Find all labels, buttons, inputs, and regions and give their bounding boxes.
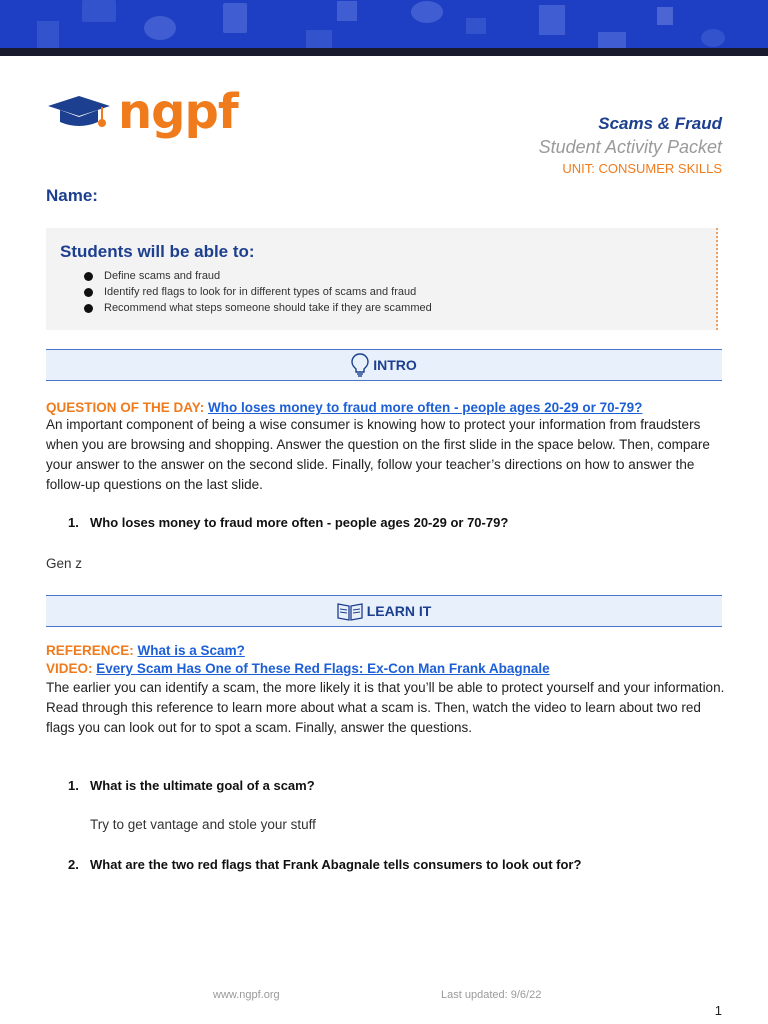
objective-item: Identify red flags to look for in different types of scams and fraud	[84, 284, 702, 300]
learn-it-question-2	[68, 857, 728, 872]
logo-text: ngpf	[118, 84, 238, 140]
open-book-icon	[337, 601, 363, 621]
calculator-icon	[336, 0, 358, 22]
document-icon	[36, 20, 60, 50]
reference-line	[46, 641, 726, 661]
footer-website: www.ngpf.org	[213, 989, 280, 1001]
objectives-list	[60, 268, 702, 316]
reference-link[interactable]: What is a Scam?	[137, 643, 245, 658]
qotd-prefix: QUESTION OF THE DAY:	[46, 400, 205, 415]
video-prefix: VIDEO:	[46, 661, 93, 676]
learn-it-section-header	[46, 595, 722, 627]
question-number: 1.	[68, 515, 79, 530]
name-field-label: Name:	[46, 186, 98, 205]
objective-item: Recommend what steps someone should take if they are scammed	[84, 300, 702, 316]
piggy-bank-icon-2	[410, 0, 444, 24]
intro-question-1	[68, 515, 728, 530]
footer-last-updated: Last updated: 9/6/22	[441, 989, 542, 1001]
document-heading	[539, 114, 722, 176]
intro-section-label: INTRO	[373, 357, 417, 373]
objectives-box	[46, 228, 718, 330]
qotd-link[interactable]: Who loses money to fraud more often - people ages 20-29 or 70-79?	[208, 400, 643, 415]
learn-it-section-label: LEARN IT	[366, 603, 432, 619]
learn-it-question-1	[68, 778, 728, 793]
intro-answer-1[interactable]: Gen z	[46, 556, 83, 571]
ngpf-logo	[46, 84, 238, 140]
folder-icon	[306, 30, 332, 48]
lightbulb-icon	[351, 353, 369, 377]
calculator-icon-3	[656, 6, 674, 26]
document-title: Scams & Fraud	[598, 114, 722, 133]
wallet-icon-2	[466, 18, 486, 34]
objective-item: Define scams and fraud	[84, 268, 702, 284]
question-text: Who loses money to fraud more often - people ages 20-29 or 70-79?	[90, 515, 509, 530]
page-number: 1	[714, 1003, 722, 1018]
document-subtitle: Student Activity Packet	[538, 137, 722, 157]
question-text: What are the two red flags that Frank Abagnale tells consumers to look out for?	[90, 857, 582, 872]
wallet-icon	[82, 0, 116, 22]
header-stripe	[0, 48, 768, 56]
video-link[interactable]: Every Scam Has One of These Red Flags: Ex-Con Man Frank Abagnale	[96, 661, 550, 676]
objectives-title: Students will be able to:	[60, 242, 255, 261]
piggy-bank-icon	[142, 12, 178, 42]
question-text: What is the ultimate goal of a scam?	[90, 778, 315, 793]
reference-prefix: REFERENCE:	[46, 643, 134, 658]
intro-paragraph: An important component of being a wise consumer is knowing how to protect your information from fraudsters when you are browsing and shopping. Answer the question on the first slide in the space below. Then, compare your answer to the answer on the second slide. Finally, follow your teacher’s directions on how to answer the follow-up questions on the last slide.	[46, 417, 710, 492]
calculator-icon-2	[538, 4, 566, 36]
video-line	[46, 659, 726, 679]
graduation-cap-icon	[46, 92, 112, 132]
question-number: 2.	[68, 857, 79, 872]
unit-label: UNIT: CONSUMER SKILLS	[562, 161, 722, 176]
question-number: 1.	[68, 778, 79, 793]
piggy-bank-icon-3	[700, 28, 726, 48]
intro-section-header	[46, 349, 722, 381]
receipt-icon	[222, 2, 248, 34]
learn-it-paragraph: The earlier you can identify a scam, the more likely it is that you’ll be able to protect yourself and your information. Read through this reference to learn more about what a scam is. Then, watch the video to learn about two red flags you can look out for to spot a scam. Finally, answer the questions.	[46, 680, 725, 735]
header-banner	[0, 0, 768, 50]
learn-it-answer-1[interactable]: Try to get vantage and stole your stuff	[90, 817, 316, 832]
